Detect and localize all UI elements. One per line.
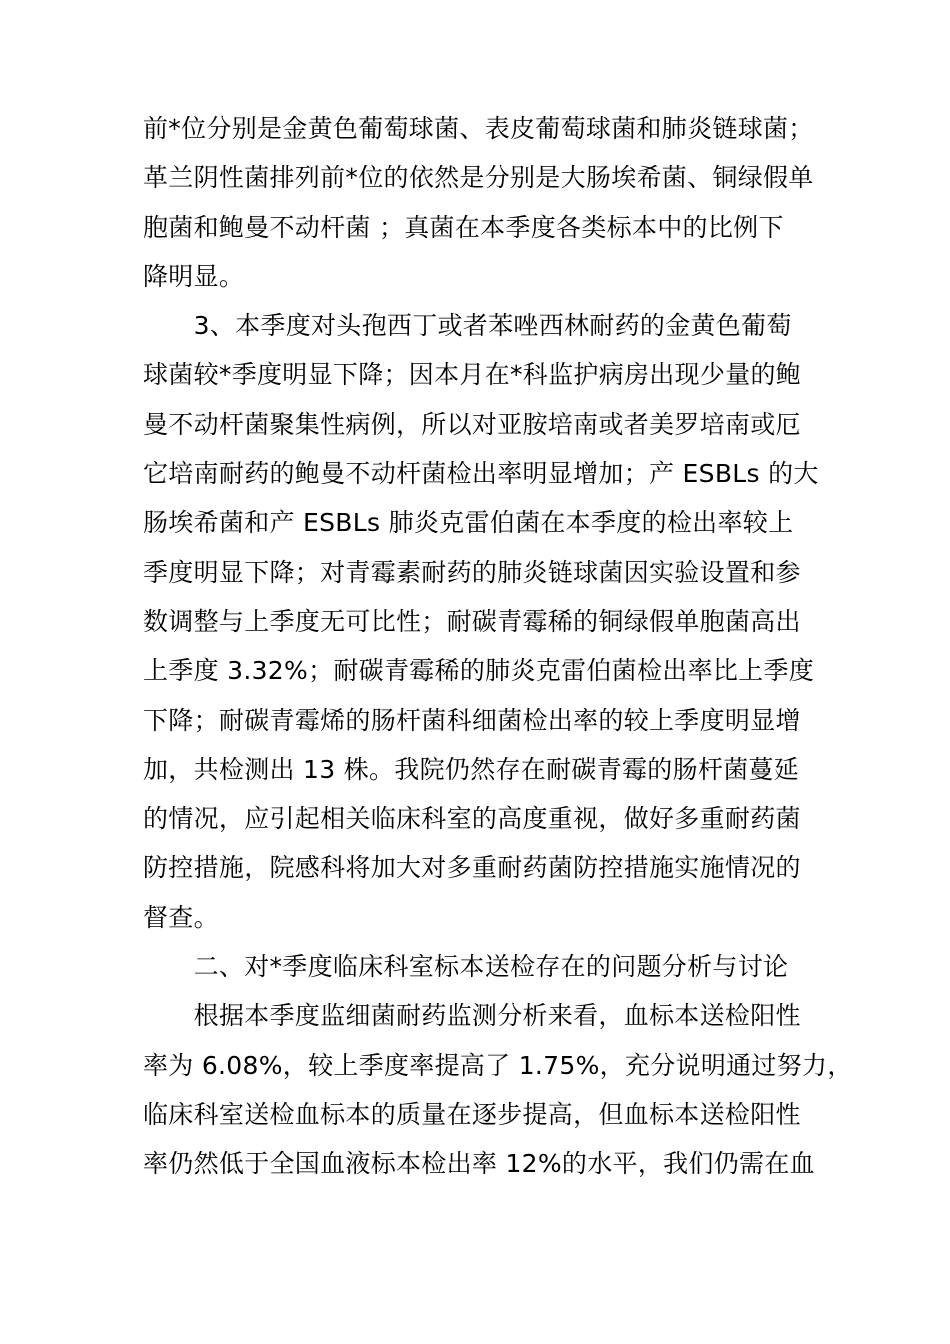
text-line: 根据本季度监细菌耐药监测分析来看，血标本送检阳性 — [143, 1001, 801, 1031]
text-line: 它培南耐药的鲍曼不动杆菌检出率明显增加；产 ESBLs 的大 — [143, 459, 819, 489]
text-line: 的情况，应引起相关临床科室的高度重视，做好多重耐药菌 — [143, 804, 801, 834]
text-line: 临床科室送检血标本的质量在逐步提高，但血标本送检阳性 — [143, 1099, 801, 1129]
text-line: 肠埃希菌和产 ESBLs 肺炎克雷伯菌在本季度的检出率较上 — [143, 508, 794, 538]
body-text — [143, 104, 853, 1189]
text-line: 前*位分别是金黄色葡萄球菌、表皮葡萄球菌和肺炎链球菌； — [143, 114, 814, 143]
text-line: 降明显。 — [143, 261, 245, 291]
text-line: 曼不动杆菌聚集性病例，所以对亚胺培南或者美罗培南或厄 — [143, 409, 801, 439]
text-line: 防控措施，院感科将加大对多重耐药菌防控措施实施情况的 — [143, 853, 801, 883]
text-line: 率仍然低于全国血液标本检出率 12%的水平，我们仍需在血 — [143, 1149, 815, 1179]
text-line: 3、本季度对头孢西丁或者苯唑西林耐药的金黄色葡萄 — [143, 311, 792, 341]
text-line: 数调整与上季度无可比性；耐碳青霉稀的铜绿假单胞菌高出 — [143, 606, 801, 636]
text-line: 上季度 3.32%；耐碳青霉稀的肺炎克雷伯菌检出率比上季度 — [143, 656, 815, 686]
text-line: 率为 6.08%，较上季度率提高了 1.75%，充分说明通过努力， — [143, 1050, 853, 1080]
text-line: 胞菌和鲍曼不动杆菌 ；真菌在本季度各类标本中的比例下 — [143, 212, 784, 242]
text-line: 督查。 — [143, 902, 219, 932]
text-line: 加，共检测出 13 株。我院仍然存在耐碳青霉的肠杆菌蔓延 — [143, 754, 800, 784]
text-line: 球菌较*季度明显下降；因本月在*科监护病房出现少量的鲍 — [143, 360, 802, 390]
text-line: 下降；耐碳青霉烯的肠杆菌科细菌检出率的较上季度明显增 — [143, 705, 801, 735]
text-line: 革兰阴性菌排列前*位的依然是分别是大肠埃希菌、铜绿假单 — [143, 163, 814, 193]
section-heading: 二、对*季度临床科室标本送检存在的问题分析与讨论 — [143, 952, 789, 982]
text-line: 季度明显下降；对青霉素耐药的肺炎链球菌因实验设置和参 — [143, 557, 801, 587]
